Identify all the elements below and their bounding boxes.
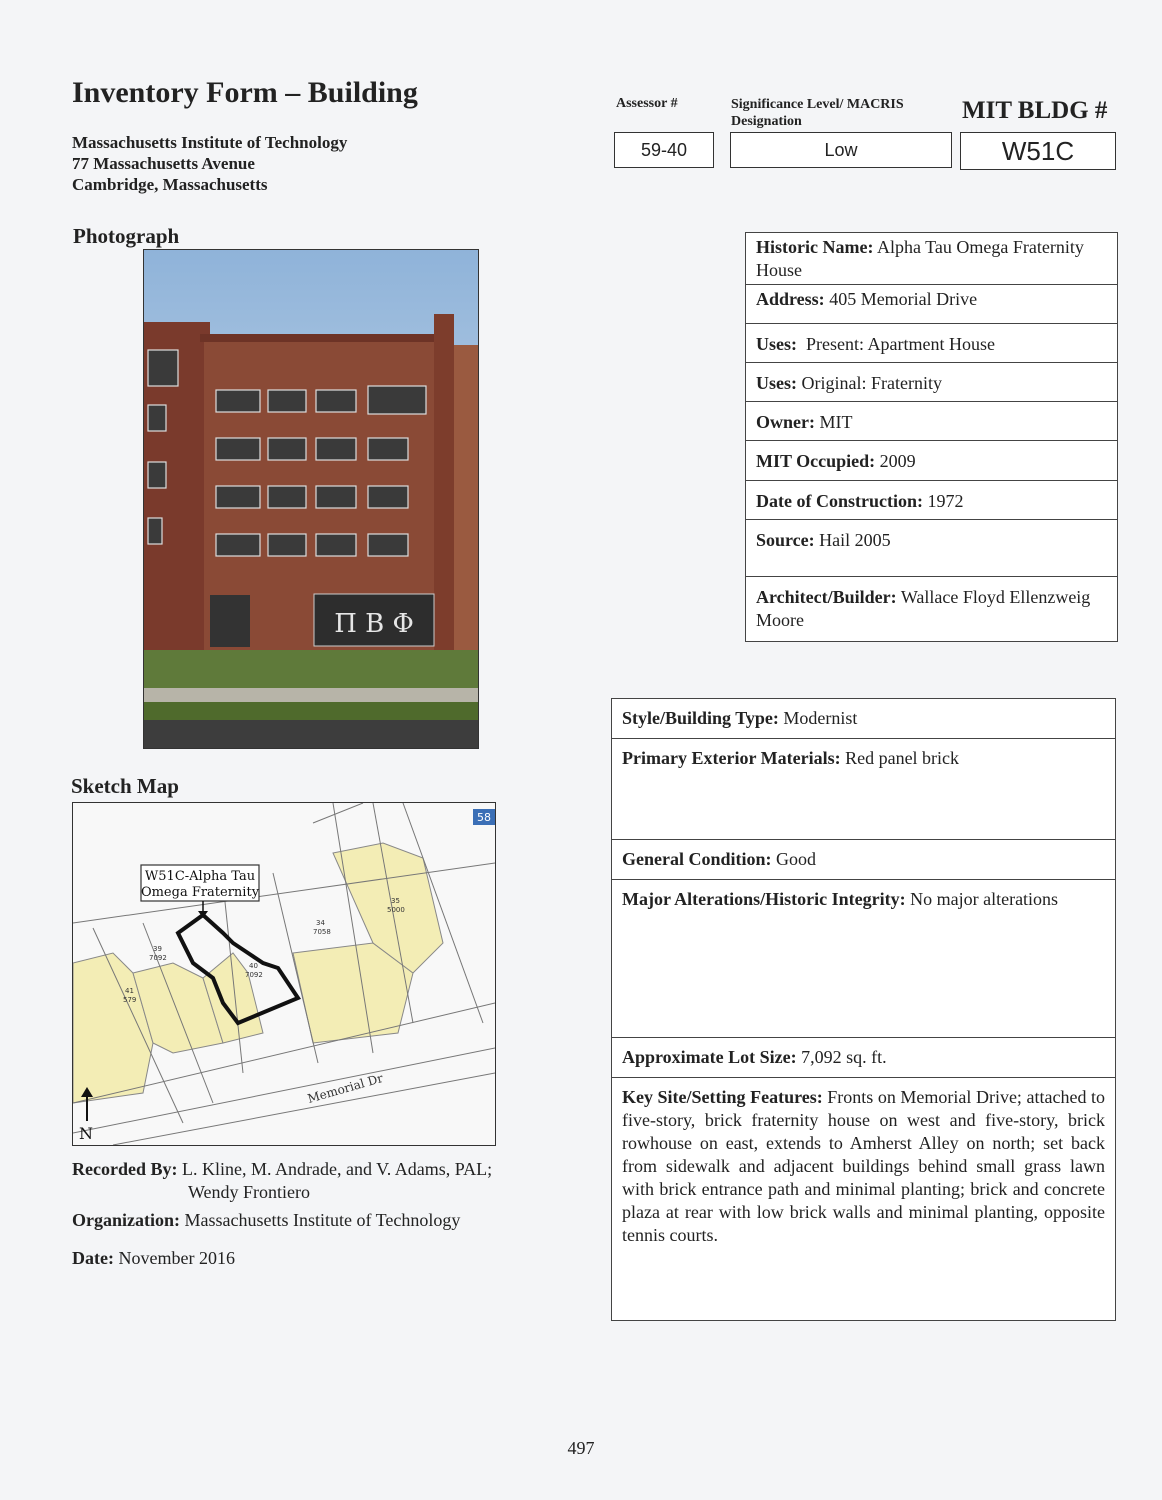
page-number: 497: [567, 1438, 595, 1458]
significance-value: Low: [730, 132, 952, 168]
map-number: 58: [477, 811, 491, 824]
assessor-label: Assessor #: [616, 96, 678, 111]
detail-style: Style/Building Type: Modernist: [611, 698, 1116, 739]
map-callout-line1: W51C-Alpha Tau: [144, 869, 256, 884]
organization: Organization: Massachusetts Institute of Technology: [72, 1210, 461, 1230]
recorded-by-continued: Wendy Frontiero: [188, 1182, 311, 1202]
info-mit-occupied: MIT Occupied: 2009: [745, 441, 1118, 481]
info-uses-original: Uses: Original: Fraternity: [745, 363, 1118, 402]
svg-text:7092: 7092: [149, 954, 167, 962]
assessor-value: 59-40: [614, 132, 714, 168]
building-photograph: [143, 249, 479, 749]
detail-condition: General Condition: Good: [611, 840, 1116, 880]
significance-label: Significance Level/ MACRIS Designation: [731, 97, 904, 129]
info-uses-present: Uses: Present: Apartment House: [745, 324, 1118, 363]
bldg-label: MIT BLDG #: [962, 97, 1108, 124]
info-historic-name: Historic Name: Alpha Tau Omega Fraternity House: [745, 232, 1118, 285]
record-date: Date: November 2016: [72, 1248, 235, 1268]
facade-letters: Π Β Φ: [334, 609, 414, 639]
info-source: Source: Hail 2005: [745, 520, 1118, 577]
detail-alterations: Major Alterations/Historic Integrity: No major alterations: [611, 880, 1116, 1038]
info-table: [745, 232, 1118, 642]
svg-text:40: 40: [249, 962, 258, 970]
info-date-of-construction: Date of Construction: 1972: [745, 481, 1118, 520]
svg-text:39: 39: [153, 945, 162, 953]
institution-street: 77 Massachusetts Avenue: [72, 154, 255, 173]
details-table: [611, 698, 1116, 1321]
bldg-value: W51C: [960, 132, 1116, 170]
sketch-map-heading: Sketch Map: [71, 774, 179, 798]
svg-text:41: 41: [125, 987, 134, 995]
north-label: N: [79, 1124, 93, 1143]
info-architect-builder: Architect/Builder: Wallace Floyd Ellenzweig Moore: [745, 577, 1118, 642]
svg-text:7092: 7092: [245, 971, 263, 979]
photograph-heading: Photograph: [73, 224, 180, 248]
recorded-by: Recorded By: L. Kline, M. Andrade, and V. Adams, PAL;: [72, 1159, 493, 1179]
building-photo-illustration: [144, 250, 478, 748]
street-label: Memorial Dr: [305, 1070, 385, 1106]
detail-materials: Primary Exterior Materials: Red panel brick: [611, 739, 1116, 840]
sketch-map-drawing: [73, 803, 495, 1145]
svg-text:35: 35: [391, 897, 400, 905]
info-owner: Owner: MIT: [745, 402, 1118, 441]
sketch-map: [72, 802, 496, 1146]
page-title: Inventory Form – Building: [72, 76, 418, 109]
svg-text:5000: 5000: [387, 906, 405, 914]
svg-text:34: 34: [316, 919, 325, 927]
detail-key-site-features: Key Site/Setting Features: Fronts on Memorial Drive; attached to five-story, brick fraternity house on west and five-story, brick rowhouse on east, extends to Amherst Alley on north; set back from sidewalk and adjacent buildings behind small grass lawn with brick entrance path and minimal planting; brick and concrete plaza at rear with low brick walls and minimal planting, opposite tennis courts.: [611, 1078, 1116, 1321]
svg-text:579: 579: [123, 996, 137, 1004]
institution-name: Massachusetts Institute of Technology: [72, 133, 348, 152]
svg-text:7058: 7058: [313, 928, 331, 936]
institution-city: Cambridge, Massachusetts: [72, 175, 268, 194]
info-address: Address: 405 Memorial Drive: [745, 285, 1118, 324]
map-callout-line2: Omega Fraternity: [140, 885, 260, 900]
detail-lot-size: Approximate Lot Size: 7,092 sq. ft.: [611, 1038, 1116, 1078]
